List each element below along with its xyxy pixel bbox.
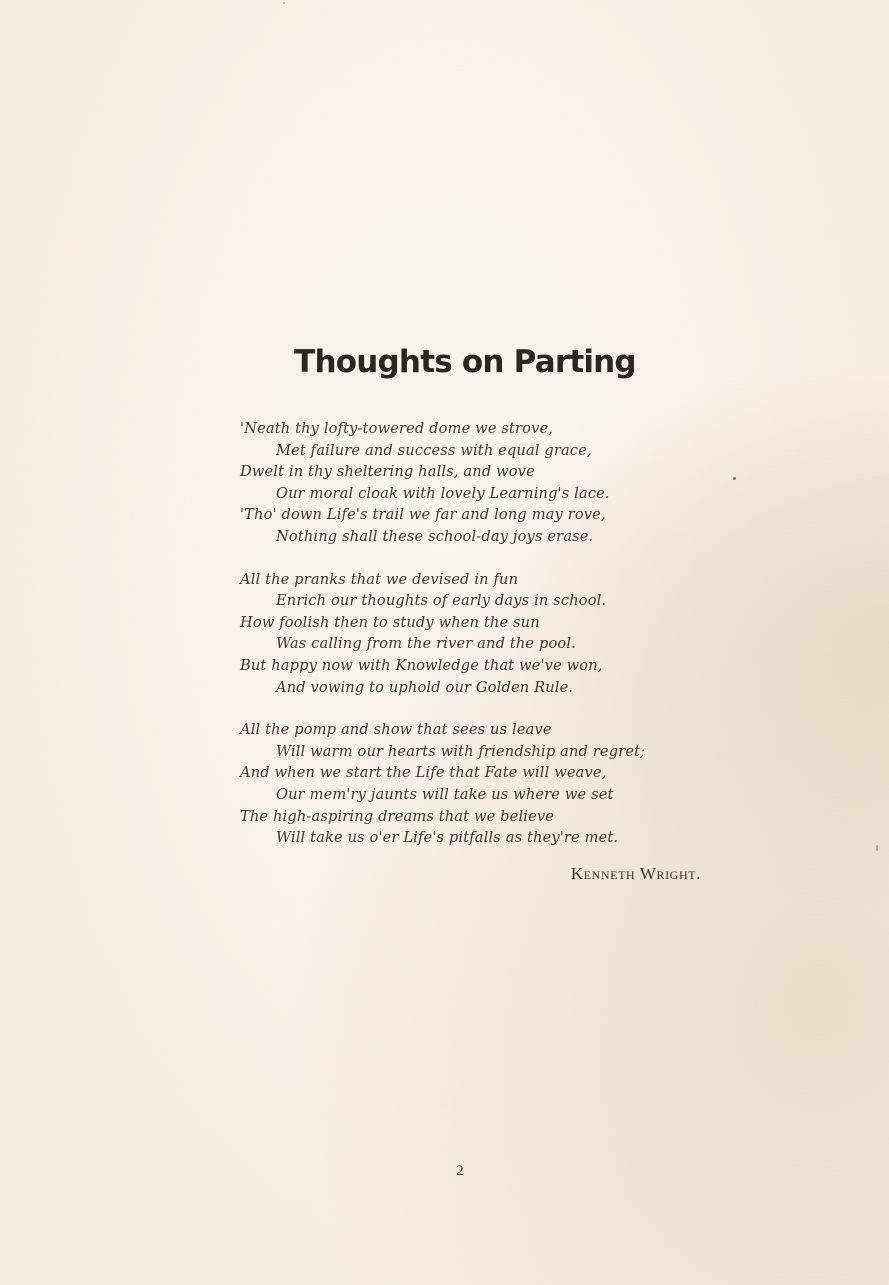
poem-line: How foolish then to study when the sun	[240, 613, 540, 631]
page-number: 2	[456, 1163, 464, 1179]
poem-line: Our moral cloak with lovely Learning's lace.	[276, 484, 610, 502]
poem-line: 'Neath thy lofty-towered dome we strove,	[240, 420, 554, 437]
paper-speck	[283, 2, 285, 4]
poem-line: Dwelt in thy sheltering halls, and wove	[240, 463, 535, 481]
paper-speck	[733, 477, 736, 480]
poem-line: Nothing shall these school-day joys erase.	[276, 527, 594, 545]
poem-line: Our mem'ry jaunts will take us where we set	[276, 785, 614, 803]
poem-line: All the pranks that we devised in fun	[240, 570, 519, 588]
poem-line: Will warm our hearts with friendship and regret;	[276, 742, 646, 760]
stanza-1	[240, 418, 720, 548]
poem-line: All the pomp and show that sees us leave	[240, 721, 552, 739]
stanza-2	[240, 569, 720, 699]
poem-body	[240, 418, 720, 870]
poem-title: Thoughts on Parting	[294, 344, 636, 380]
paper-speck	[876, 845, 878, 851]
poem-line: Enrich our thoughts of early days in school.	[276, 592, 607, 610]
poem-line: Met failure and success with equal grace,	[276, 441, 592, 459]
poem-line: Was calling from the river and the pool.	[276, 635, 576, 653]
poem-line: Will take us o'er Life's pitfalls as they're met.	[276, 829, 619, 847]
stanza-3	[240, 719, 720, 849]
poem-author: Kenneth Wright.	[570, 864, 701, 883]
poem-line: And when we start the Life that Fate will weave,	[240, 764, 607, 782]
poem-line: But happy now with Knowledge that we've won,	[240, 656, 603, 674]
poem-line: And vowing to uphold our Golden Rule.	[276, 678, 574, 696]
poem-line: 'Tho' down Life's trail we far and long may rove,	[240, 506, 606, 524]
poem-line: The high-aspiring dreams that we believe	[240, 807, 555, 825]
